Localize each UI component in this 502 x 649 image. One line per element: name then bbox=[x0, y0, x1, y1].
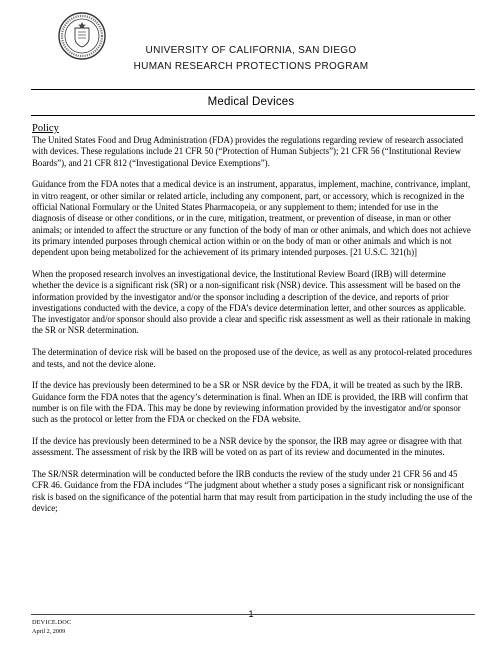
title-bottom-rule bbox=[31, 115, 475, 116]
paragraph: The determination of device risk will be based on the proposed use of the device, as well as any protocol-related procedures and tests, and not the device alone. bbox=[32, 347, 472, 369]
paragraph: If the device has previously been determined to be a NSR device by the sponsor, the IRB may agree or disagree with that assessment. The assessment of risk by the IRB will be voted on as part of its review and documented in the minutes. bbox=[32, 436, 462, 458]
document-body bbox=[32, 122, 473, 525]
paragraph: The United States Food and Drug Administration (FDA) provides the regulations regarding review of research associated with devices. These regulations include 21 CFR 50 (“Protection of Human Subjects”); 21 CFR 56 (“Institutional Review Boards”), and 21 CFR 812 (“Investigational Device Exemptions”). bbox=[32, 135, 464, 168]
paragraph: When the proposed research involves an investigational device, the Institutional Review Board (IRB) will determine whether the device is a significant risk (SR) or a non-significant risk (NSR) device. This assessment will be based on the information provided by the investigator and/or the sponsor including a description of the device, and reports of prior investigations conducted with the device, a copy of the FDA’s device determination letter, and other sources as applicable. The investigator and/or sponsor should also provide a clear and specific risk assessment as well as their rationale in making the SR or NSR determination. bbox=[32, 268, 471, 336]
paragraph: The SR/NSR determination will be conducted before the IRB conducts the review of the study under 21 CFR 56 and 45 CFR 46. Guidance from the FDA includes “The judgment about whether a study poses a significant risk or nonsignificant risk is based on the significance of the potential harm that may result from participation in the study including the use of the device; bbox=[32, 469, 473, 514]
title-top-rule bbox=[31, 89, 475, 90]
footer-rule bbox=[31, 614, 475, 615]
paragraph: Guidance from the FDA notes that a medical device is an instrument, apparatus, implement, machine, contrivance, implant, in vitro reagent, or other similar or related article, including any component, part, or accessory, which is recognized in the official National Formulary or the United States Pharmacopeia, or any supplement to them; intended for use in the diagnosis of disease or other conditions, or in the cure, mitigation, treatment, or prevention of disease, in man or other animals; or intended to affect the structure or any function of the body of man or other animals, and which does not achieve its primary intended purposes through chemical action within or on the body of man or other animals and which is not dependent upon being metabolized for the achievement of its primary intended purposes. [21 U.S.C. 321(h)] bbox=[32, 179, 471, 258]
page-number: 1 bbox=[248, 609, 254, 619]
page-title: Medical Devices bbox=[207, 96, 295, 108]
section-heading-policy: Policy bbox=[32, 123, 59, 134]
program-name: HUMAN RESEARCH PROTECTIONS PROGRAM bbox=[133, 61, 369, 72]
footer-date: April 2, 2009 bbox=[32, 628, 66, 635]
paragraph: If the device has previously been determined to be a SR or NSR device by the FDA, it will be treated as such by the IRB. Guidance form the FDA notes that the agency’s determination is final. When an IDE is provided, the IRB will confirm that number is on file with the FDA. This may be done by reviewing information provided by the investigator and/or sponsor such as the protocol or letter from the FDA or checked on the FDA website. bbox=[32, 380, 469, 425]
university-name: UNIVERSITY OF CALIFORNIA, SAN DIEGO bbox=[145, 45, 357, 56]
footer-file-name: DEVICE.DOC bbox=[32, 619, 72, 626]
